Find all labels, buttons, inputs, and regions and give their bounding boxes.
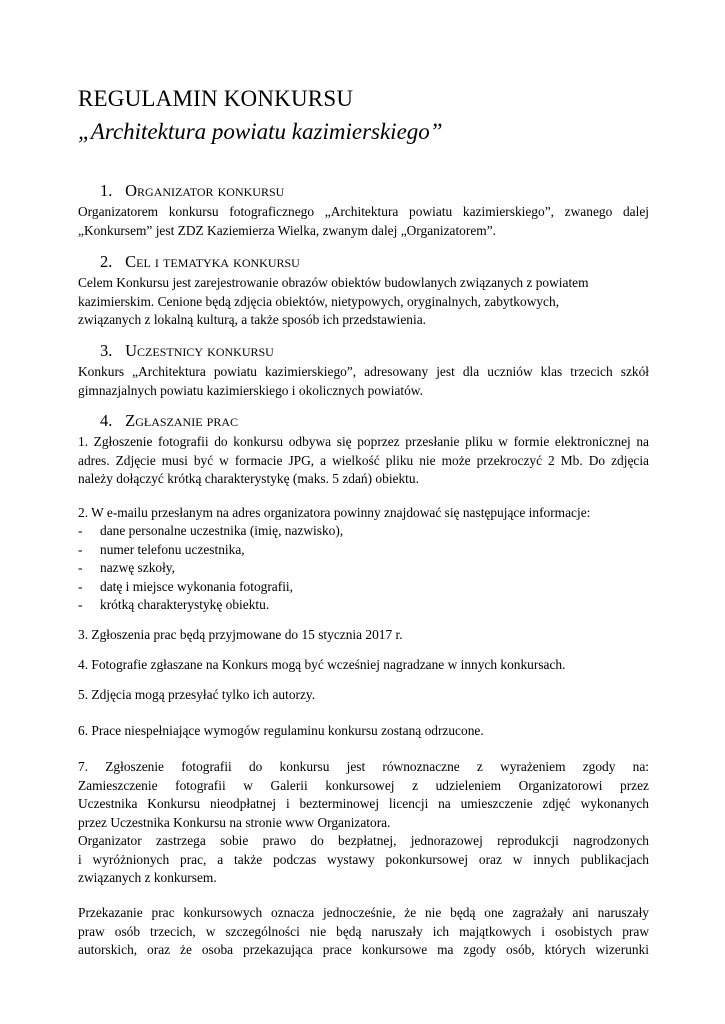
dash-marker: - (78, 523, 83, 538)
point-2-intro: 2. W e-mailu przesłanym na adres organizatora powinny znajdować się następujące informacje: (78, 505, 591, 520)
list-item (78, 559, 343, 578)
section-paragraph (78, 363, 649, 400)
section-heading-text: Cel i tematyka konkursu (125, 252, 300, 271)
list-item (78, 541, 343, 560)
section-heading-text: Zgłaszanie prac (125, 411, 239, 430)
section-heading-goal (100, 252, 300, 272)
paragraph-line: kazimierskim. Cenione będą zdjęcia obiektów, nietypowych, oryginalnych, zabytkowych, (78, 293, 560, 309)
dash-marker: - (78, 597, 83, 612)
section-number: 4. (100, 411, 113, 430)
section-paragraph (78, 274, 649, 330)
dash-marker: - (78, 578, 83, 594)
point-1-paragraph (78, 433, 649, 489)
section-number: 1. (100, 181, 113, 200)
paragraph-line: „Konkursem” jest ZDZ Kaziemierza Wielka, zwanym dalej „Organizatorem”. (78, 222, 496, 238)
list-item (78, 596, 343, 615)
paragraph-line: 7. Zgłoszenie fotografii do konkursu jest równoznaczne z wyrażeniem zgody na: (78, 759, 649, 774)
paragraph-line: praw osób trzecich, w szczególności nie będą naruszały ich majątkowych i osobistych praw (78, 923, 649, 939)
closing-paragraph (78, 904, 649, 960)
paragraph-line: Organizator zastrzega sobie prawo do bezpłatnej, jednorazowej reprodukcji nagrodzonych (78, 833, 649, 848)
paragraph-line: Zamieszczenie fotografii w Galerii konkursowej z udzieleniem Organizatorowi przez (78, 777, 649, 793)
paragraph-line: związanych z konkursem. (78, 870, 217, 885)
paragraph-line: Uczestnika Konkursu nieodpłatnej i bezterminowej licencji na umieszczenie zdjęć wykonanych (78, 796, 649, 811)
list-item-text: datę i miejsce wykonania fotografii, (100, 578, 293, 594)
required-info-list (78, 522, 343, 615)
list-item-text: numer telefonu uczestnika, (100, 541, 245, 557)
list-item-text: nazwę szkoły, (100, 560, 175, 575)
list-item (78, 522, 343, 541)
paragraph-line: Celem Konkursu jest zarejestrowanie obrazów obiektów budowlanych związanych z powiatem (78, 275, 589, 290)
section-paragraph (78, 203, 649, 240)
paragraph-line: związanych z lokalną kulturą, a także sposób ich przedstawienia. (78, 312, 427, 327)
paragraph-line: autorskich, oraz że osoba przekazująca prace konkursowe ma zgody osób, których wizerunki (78, 942, 649, 957)
dash-marker: - (78, 560, 83, 575)
section-heading-organizer (100, 181, 284, 201)
point-7-paragraph (78, 758, 649, 888)
section-heading-submissions (100, 411, 238, 431)
paragraph-line: Konkurs „Architektura powiatu kazimierskiego”, adresowany jest dla uczniów klas trzecich szkół (78, 364, 649, 379)
document-title: REGULAMIN KONKURSU (78, 86, 354, 111)
list-item (78, 578, 343, 597)
paragraph-line: adres. Zdjęcie musi być w formacie JPG, a wielkość pliku nie może przekroczyć 2 Mb. Do zdjęcia (78, 452, 649, 468)
section-heading-text: Uczestnicy konkursu (125, 341, 274, 360)
paragraph-line: 1. Zgłoszenie fotografii do konkursu odbywa się poprzez przesłanie pliku w formie elektronicznej na (78, 434, 649, 449)
section-heading-text: Organizator konkursu (125, 181, 285, 200)
paragraph-line: Przekazanie prac konkursowych oznacza jednocześnie, że nie będą one zagrażały ani naruszały (78, 905, 649, 920)
paragraph-line: Organizatorem konkursu fotograficznego „Architektura powiatu kazimierskiego”, zwanego dalej (78, 204, 649, 219)
point-6-paragraph: 6. Prace niespełniające wymogów regulaminu konkursu zostaną odrzucone. (78, 723, 484, 738)
section-number: 3. (100, 341, 113, 360)
document-subtitle: „Architektura powiatu kazimierskiego” (78, 119, 443, 144)
paragraph-line: gimnazjalnych powiatu kazimierskiego i okolicznych powiatów. (78, 382, 423, 398)
dash-marker: - (78, 541, 83, 557)
point-4-paragraph: 4. Fotografie zgłaszane na Konkurs mogą być wcześniej nagradzane w innych konkursach. (78, 657, 566, 672)
paragraph-line: należy dołączyć krótką charakterystykę (maks. 5 zdań) obiektu. (78, 471, 419, 486)
list-item-text: dane personalne uczestnika (imię, nazwisko), (100, 523, 344, 538)
paragraph-line: i wyróżnionych prac, a także podczas wystawy pokonkursowej oraz w innych publikacjach (78, 851, 649, 867)
section-heading-participants (100, 341, 274, 361)
point-5-paragraph: 5. Zdjęcia mogą przesyłać tylko ich autorzy. (78, 687, 316, 702)
section-number: 2. (100, 252, 113, 271)
list-item-text: krótką charakterystykę obiektu. (100, 597, 270, 612)
point-3-paragraph: 3. Zgłoszenia prac będą przyjmowane do 15 stycznia 2017 r. (78, 627, 403, 642)
paragraph-line: przez Uczestnika Konkursu na stronie www Organizatora. (78, 814, 391, 830)
